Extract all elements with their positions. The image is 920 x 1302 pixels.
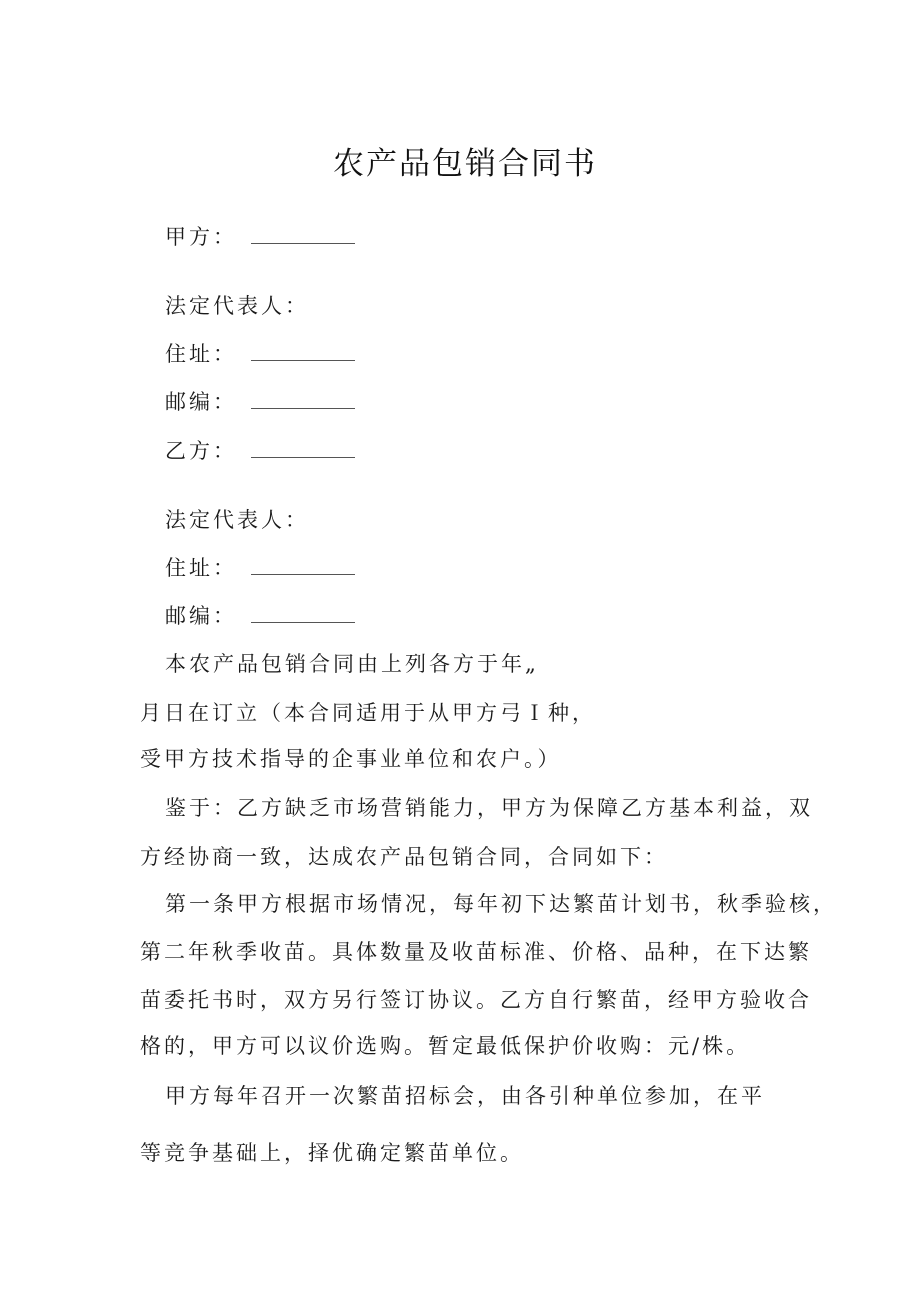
party-b-postcode-field bbox=[165, 601, 355, 631]
intro-line-1: 本农产品包销合同由上列各方于年„ bbox=[165, 652, 539, 676]
bidding-line-2: 等竞争基础上，择优确定繁苗单位。 bbox=[140, 1141, 524, 1165]
party-a-rep-field bbox=[165, 291, 309, 321]
article-1-line-1: 第一条甲方根据市场情况，每年初下达繁苗计划书，秋季验核， bbox=[165, 892, 837, 916]
party-b-label: 乙方： bbox=[165, 439, 237, 463]
party-a-rep-label: 法定代表人： bbox=[165, 294, 309, 318]
document-title: 农产品包销合同书 bbox=[333, 146, 597, 182]
party-a-postcode-field bbox=[165, 387, 355, 417]
article-1-line-4: 格的，甲方可以议价选购。暂定最低保护价收购：元/株。 bbox=[140, 1034, 751, 1058]
party-a-label: 甲方： bbox=[165, 225, 237, 249]
party-b-blank bbox=[251, 437, 355, 458]
party-b-address-blank bbox=[251, 554, 355, 575]
party-b-rep-label: 法定代表人： bbox=[165, 508, 309, 532]
party-b-field bbox=[165, 436, 355, 466]
article-1-line-2: 第二年秋季收苗。具体数量及收苗标准、价格、品种，在下达繁 bbox=[140, 940, 812, 964]
whereas-line-1: 鉴于：乙方缺乏市场营销能力，甲方为保障乙方基本利益，双 bbox=[165, 796, 813, 820]
party-a-blank bbox=[251, 223, 355, 244]
party-a-postcode-label: 邮编： bbox=[165, 390, 237, 414]
whereas-line-2: 方经协商一致，达成农产品包销合同，合同如下： bbox=[140, 845, 668, 869]
intro-line-2: 月日在订立（本合同适用于从甲方弓Ｉ种， bbox=[140, 701, 596, 725]
party-a-address-field bbox=[165, 339, 355, 369]
article-1-line-3: 苗委托书时，双方另行签订协议。乙方自行繁苗，经甲方验收合 bbox=[140, 988, 812, 1012]
party-a-field bbox=[165, 222, 355, 252]
bidding-line-1: 甲方每年召开一次繁苗招标会，由各引种单位参加，在平 bbox=[165, 1084, 765, 1108]
party-b-postcode-blank bbox=[251, 602, 355, 623]
party-a-address-blank bbox=[251, 340, 355, 361]
party-b-postcode-label: 邮编： bbox=[165, 604, 237, 628]
intro-line-3: 受甲方技术指导的企事业单位和农户。） bbox=[140, 747, 562, 771]
party-b-address-label: 住址： bbox=[165, 556, 237, 580]
party-a-postcode-blank bbox=[251, 388, 355, 409]
party-b-address-field bbox=[165, 553, 355, 583]
party-b-rep-field bbox=[165, 505, 309, 535]
party-a-address-label: 住址： bbox=[165, 342, 237, 366]
